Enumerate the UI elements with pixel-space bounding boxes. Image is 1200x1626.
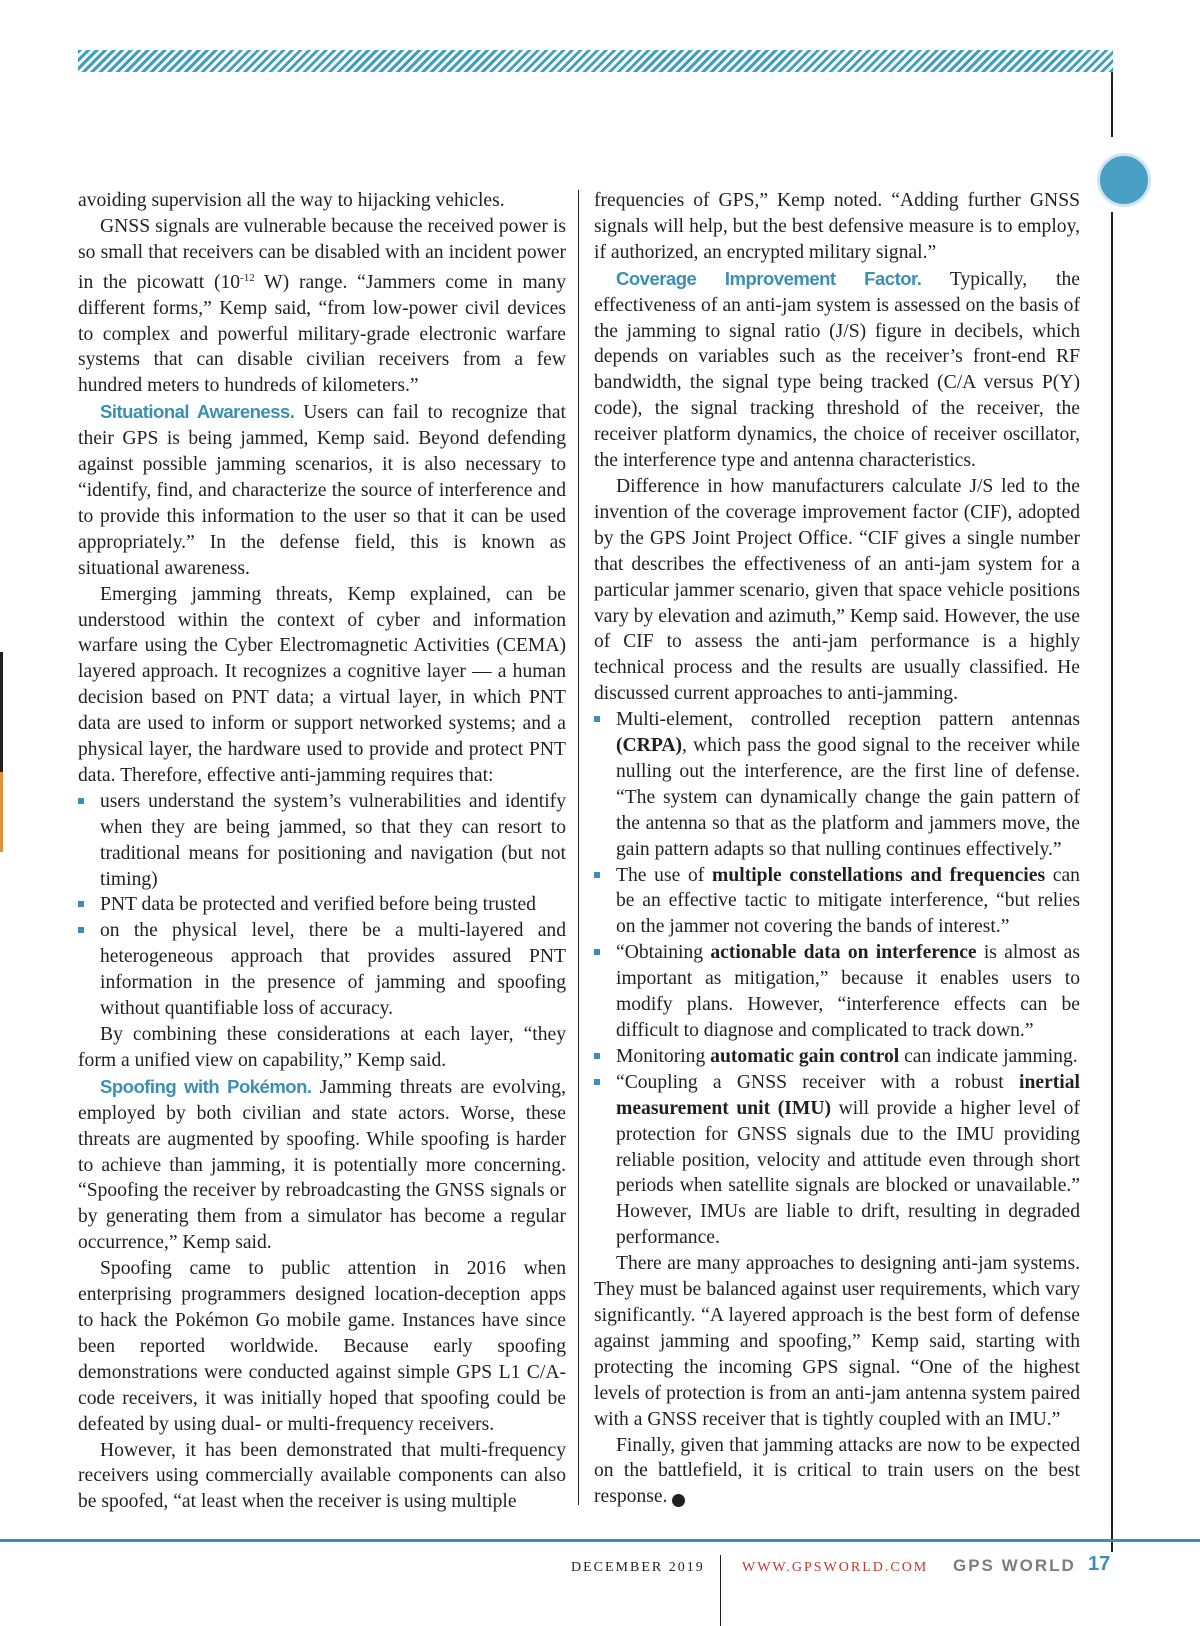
footer-separator: [720, 1555, 721, 1626]
list-item: [594, 1070, 1080, 1251]
paragraph: frequencies of GPS,” Kemp noted. “Adding further GNSS signals will help, but the best defensive measure is to employ, if authorized, an encrypted military signal.”: [594, 190, 1080, 263]
paragraph: [594, 266, 1080, 474]
bullet-marker: [594, 1079, 600, 1085]
right-margin-rule: [1111, 72, 1113, 137]
list-item-text: PNT data be protected and verified before being trusted: [100, 894, 536, 916]
text-run: will provide a higher level of protection for GNSS signals due to the IMU providing reliable position, velocity and attitude even through short periods when satellite signals are blocked or unavailable.” However, IMUs are liable to drift, resulting in degraded performance.: [616, 1097, 1080, 1249]
paragraph: [78, 399, 566, 581]
list-item-text: users understand the system’s vulnerabilities and identify when they are being jammed, so that they can resort to traditional means for positioning and navigation (but not timing): [100, 790, 566, 890]
page-edge-mark: [0, 652, 3, 772]
bold-term: automatic gain control: [710, 1045, 900, 1067]
subhead-coverage-improvement: Coverage Improvement Factor.: [616, 267, 922, 289]
globe-icon: ⊕: [672, 1494, 685, 1507]
text-run: W) range. “Jammers come in many different forms,” Kemp said, “from low-power civil devices to complex and powerful military-grade electronic warfare systems that can disable civilian receivers from a few hundred meters to hundreds of kilometers.”: [78, 271, 566, 397]
list-item: [78, 789, 566, 893]
text-run: Jamming threats are evolving, employed by both civilian and state actors. Worse, these threats are augmented by spoofing. While spoofing is harder to achieve than jamming, it is potentially more concerning. “Spoofing the receiver by rebroadcasting the GNSS signals or by generating them from a simulator has become a regular occurrence,” Kemp said.: [78, 1076, 566, 1254]
paragraph: [78, 1074, 566, 1256]
text-run: GNSS signals are vulnerable because the received power is so small that receivers can be disabled with an incident power in the picowatt (10: [78, 215, 566, 293]
list-item: [594, 863, 1080, 941]
list-item-text: on the physical level, there be a multi-layered and heterogeneous approach that provides assured PNT information in the presence of jamming and spoofing without quantifiable loss of accuracy.: [100, 920, 566, 1020]
paragraph: [594, 1433, 1080, 1511]
text-run: is almost as important as mitigation,” because it enables users to modify plans. However, “interference effects can be difficult to diagnose and complicated to track down.”: [616, 942, 1080, 1041]
list-item: [594, 1044, 1080, 1070]
header-hatch-band: [78, 50, 1113, 72]
left-column: [78, 188, 566, 1515]
list-item: [594, 707, 1080, 862]
footer-rule: [0, 1539, 1200, 1542]
paragraph: By combining these considerations at each layer, “they form a unified view on capability,” Kemp said.: [78, 1024, 566, 1071]
footer-date: DECEMBER 2019: [571, 1560, 705, 1575]
list-item: [78, 892, 566, 918]
bold-term: multiple constellations and frequencies: [712, 864, 1046, 886]
bullet-marker: [594, 872, 600, 878]
text-run: can indicate jamming.: [899, 1045, 1078, 1067]
text-run: “Coupling a GNSS receiver with a robust: [616, 1071, 1020, 1093]
text-run: Multi-element, controlled reception pattern antennas: [616, 709, 1080, 731]
bold-term: actionable data on interference: [710, 942, 977, 964]
bold-term: inertial measurement unit (IMU): [616, 1071, 1080, 1119]
text-run: The use of: [616, 864, 713, 886]
text-run: Users can fail to recognize that their GPS is being jammed, Kemp said. Beyond defending against possible jamming scenarios, it is also necessary to “identify, find, and characterize the source of interference and to provide this information to the user so that it can be used appropriately.” In the defense field, this is known as situational awareness.: [78, 402, 566, 579]
text-run: can be an effective tactic to mitigate interference, “but relies on the jammer not covering the bands of interest.”: [616, 864, 1080, 938]
paragraph: Emerging jamming threats, Kemp explained, can be understood within the context of cyber and information warfare using the Cyber Electromagnetic Activities (CEMA) layered approach. It recognizes a cognitive layer — a human decision based on PNT data; a virtual layer, in which PNT data are used to inform or support networked systems; and a physical layer, the hardware used to provide and protect PNT data. Therefore, effective anti-jamming requires that:: [78, 583, 566, 786]
text-run: Typically, the effectiveness of an anti-jam system is assessed on the basis of the jamming to signal ratio (J/S) figure in decibels, which depends on variables such as the receiver’s front-end RF bandwidth, the signal type being tracked (C/A versus P(Y) code), the signal tracking threshold of the receiver, the receiver platform dynamics, the choice of receiver oscillator, the interference type and antenna characteristics.: [594, 268, 1080, 472]
superscript: -12: [240, 271, 255, 284]
paragraph: Spoofing came to public attention in 2016 when enterprising programmers designed location-deception apps to hack the Pokémon Go mobile game. Instances have since been reported worldwide. Because early spoofing demonstrations were conducted against simple GPS L1 C/A-code receivers, it was initially hoped that spoofing could be defeated by using dual- or multi-frequency receivers.: [78, 1258, 566, 1435]
paragraph: [78, 214, 566, 399]
subhead-spoofing: Spoofing with Pokémon.: [100, 1075, 312, 1097]
right-column: [594, 188, 1080, 1510]
subhead-situational-awareness: Situational Awareness.: [100, 401, 295, 423]
list-item: [78, 918, 566, 1022]
bullet-marker: [594, 949, 600, 955]
bullet-marker: [78, 901, 84, 907]
paragraph: However, it has been demonstrated that multi-frequency receivers using commercially available components can also be spoofed, “at least when the receiver is using multiple: [78, 1439, 566, 1513]
bold-term: (CRPA): [616, 735, 683, 757]
column-divider: [578, 190, 579, 1505]
bullet-marker: [78, 798, 84, 804]
footer-magazine-name: GPS WORLD: [953, 1556, 1076, 1575]
text-run: Finally, given that jamming attacks are now to be expected on the battlefield, it is critical to train users on the best response.: [594, 1434, 1080, 1508]
footer-url-link[interactable]: WWW.GPSWORLD.COM: [742, 1560, 929, 1575]
text-run: “Obtaining: [616, 942, 711, 964]
text-run: , which pass the good signal to the receiver while nulling out the interference, are the first line of defense. “The system can dynamically change the gain pattern of the antenna so that as the platform and jammers move, the gain pattern adapts so that nulling continues effectively.”: [616, 735, 1080, 860]
bullet-marker: [78, 927, 84, 933]
page-edge-mark-orange: [0, 772, 3, 852]
list-item: [594, 940, 1080, 1044]
approaches-list: [594, 707, 1080, 1251]
paragraph: Difference in how manufacturers calculate J/S led to the invention of the coverage improvement factor (CIF), adopted by the GPS Joint Project Office. “CIF gives a single number that describes the effectiveness of an anti-jam system for a particular jammer scenario, given that space vehicle positions vary by elevation and azimuth,” Kemp said. However, the use of CIF to assess the anti-jam performance is a highly technical process and the results are usually classified. He discussed current approaches to anti-jamming.: [594, 475, 1080, 705]
section-tab-dot: [1097, 153, 1151, 207]
text-run: Monitoring: [616, 1045, 711, 1067]
paragraph: avoiding supervision all the way to hijacking vehicles.: [78, 190, 505, 211]
requirements-list: [78, 789, 566, 1022]
paragraph: There are many approaches to designing anti-jam systems. They must be balanced against user requirements, which vary significantly. “A layered approach is the best form of defense against jamming and spoofing,” Kemp said, starting with protecting the incoming GPS signal. “One of the highest levels of protection is from an anti-jam antenna system paired with a GNSS receiver that is tightly coupled with an IMU.”: [594, 1253, 1080, 1430]
page-number: 17: [1088, 1553, 1111, 1575]
bullet-marker: [594, 716, 600, 722]
bullet-marker: [594, 1053, 600, 1059]
right-margin-rule-lower: [1111, 212, 1113, 1552]
